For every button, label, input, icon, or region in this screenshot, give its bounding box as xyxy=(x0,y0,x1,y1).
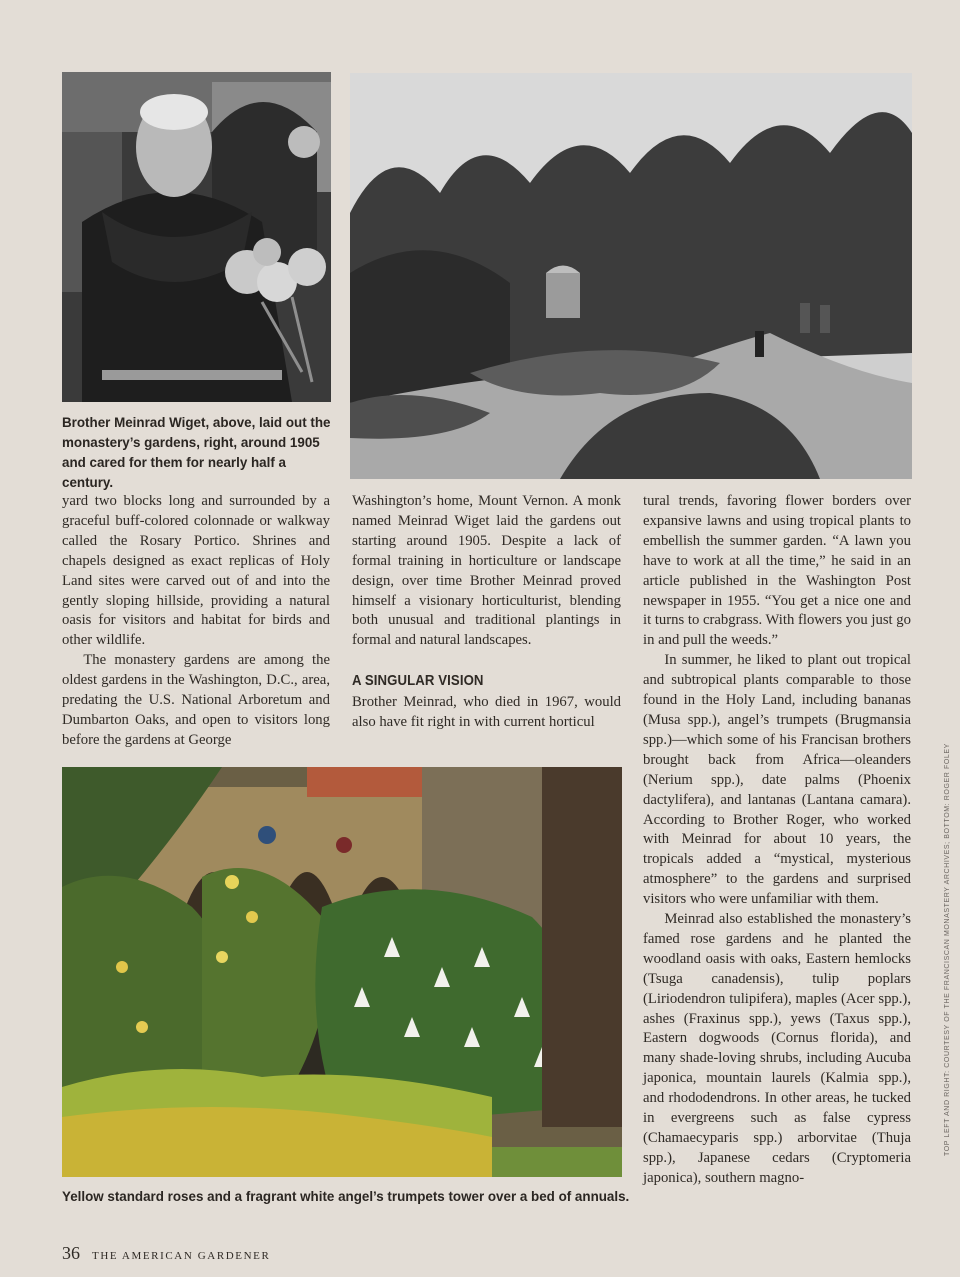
paragraph: yard two blocks long and surrounded by a graceful buff-colored colonnade or walkway called the Rosary Portico. Shrines and chapels designed as exact replicas of Holy Land sites were carved out of and into the gently sloping hillside, providing a natural oasis for visitors and habitat for birds and other wildlife. xyxy=(62,493,330,649)
text-column-3 xyxy=(643,492,911,1189)
bottom-photo-caption: Yellow standard roses and a fragrant white angel’s trumpets tower over a bed of annuals. xyxy=(62,1189,630,1204)
roses-angels-trumpets-photo xyxy=(62,767,622,1177)
magazine-name: THE AMERICAN GARDENER xyxy=(92,1250,271,1262)
monk-portrait-photo xyxy=(62,72,331,402)
text-column-1 xyxy=(62,492,330,751)
paragraph: The monastery gardens are among the oldest gardens in the Washington, D.C., area, predating the U.S. National Arboretum and Dumbarton Oaks, and open to visitors long before the gardens at George xyxy=(62,652,330,748)
paragraph: In summer, he liked to plant out tropical and subtropical plants comparable to those found in the Holy Land, including bananas (Musa spp.), angel’s trumpets (Brugmansia spp.)—which some of his Francisan brothers brought back from Africa—oleanders (Nerium spp.), date palms (Phoenix dactylifera), and lantanas (Lantana camara). According to Brother Roger, who worked with Meinrad for about 10 years, the tropicals added a “mystical, mysterious atmosphere” to the gardens and surprised visitors who were unfamiliar with them. xyxy=(643,652,911,908)
paragraph: tural trends, favoring flower borders over expansive lawns and using tropical plants to embellish the summer garden. “A lawn you have to work at all the time,” he said in an article published in the Washington Post newspaper in 1955. “You get a nice one and it turns to crabgrass. With flowers you just go in and pull the weeds.” xyxy=(643,493,911,649)
paragraph: Meinrad also established the monastery’s famed rose gardens and he planted the woodland oasis with oaks, Eastern hemlocks (Tsuga canadensis), tulip poplars (Liriodendron tulipifera), maples (Acer spp.), ashes (Fraxinus spp.), yews (Taxus spp.), Eastern dogwoods (Cornus florida), and many shade-loving shrubs, including Aucuba japonica, mountain laurels (Kalmia spp.), and rhododendrons. In other areas, he tucked in evergreens such as false cypress (Chamaecyparis spp.) arborvitae (Thuja spp.), Japanese cedars (Cryptomeria japonica), southern magno- xyxy=(643,911,911,1186)
page-number: 36 xyxy=(62,1243,80,1263)
paragraph: Brother Meinrad, who died in 1967, would also have fit right in with current horticul xyxy=(352,694,621,731)
page-footer xyxy=(62,1243,270,1264)
top-photo-caption: Brother Meinrad Wiget, above, laid out the monastery’s gardens, right, around 1905 and cared for them for nearly half a century. xyxy=(62,415,331,490)
paragraph: Washington’s home, Mount Vernon. A monk named Meinrad Wiget laid the gardens out starting around 1905. Despite a lack of formal training in horticulture or landscape design, over time Brother Meinrad proved himself a visionary horticulturist, blending both unusual and traditional plantings in formal and natural landscapes. xyxy=(352,493,621,649)
text-column-2 xyxy=(352,492,621,733)
photo-credit: TOP LEFT AND RIGHT: COURTESY OF THE FRANCISCAN MONASTERY ARCHIVES; BOTTOM: ROGER FOLEY xyxy=(944,743,951,1156)
section-heading: A SINGULAR VISION xyxy=(352,672,484,690)
garden-landscape-photo xyxy=(350,73,912,479)
